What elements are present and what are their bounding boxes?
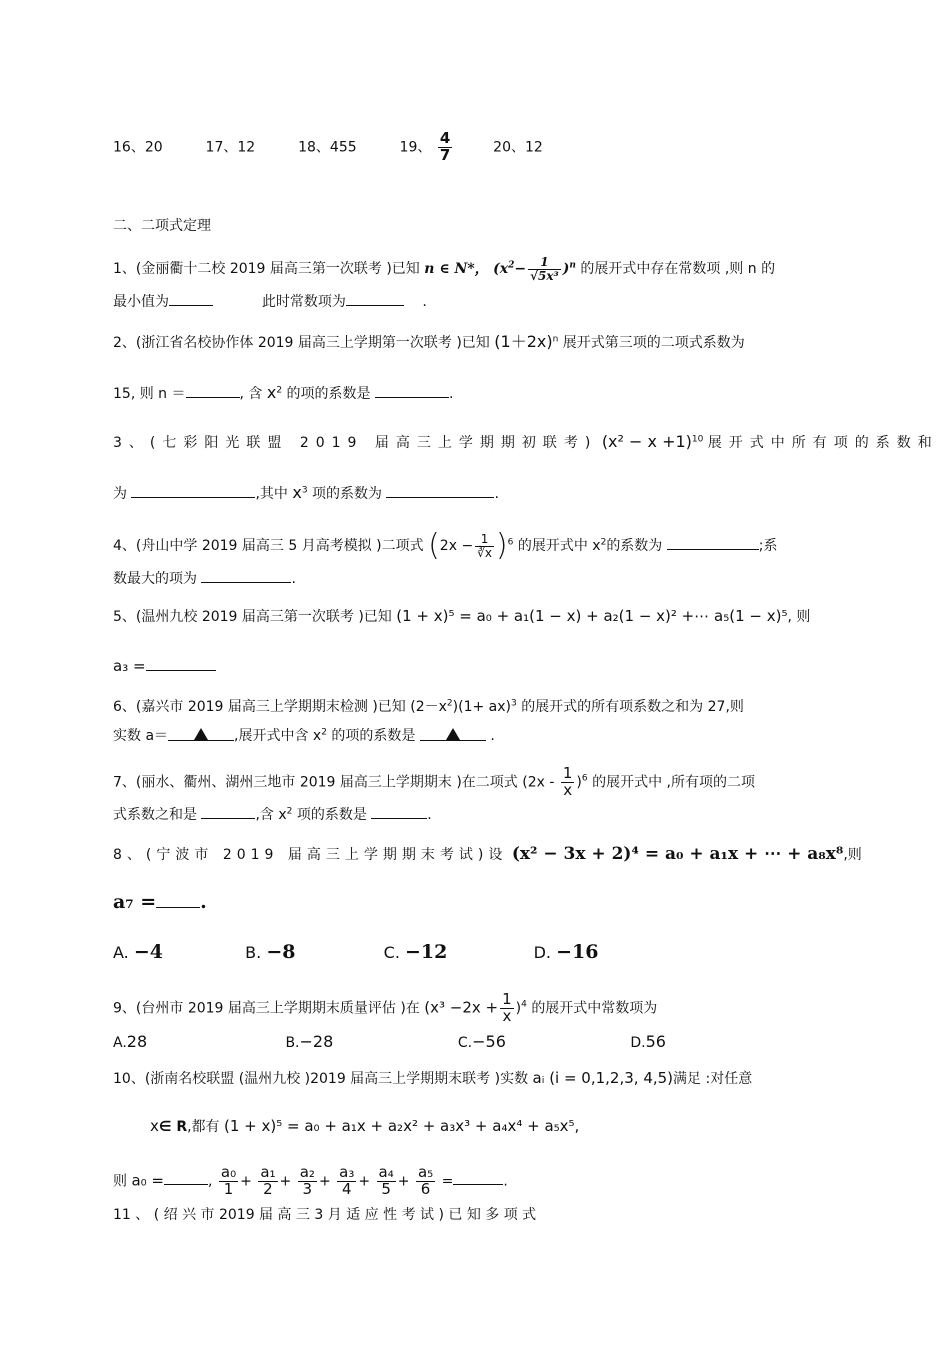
question-1-suffix: 的展开式中存在常数项 ,则 n 的 bbox=[580, 261, 776, 278]
answer-20: 20、12 bbox=[493, 139, 543, 156]
answer-blank[interactable] bbox=[453, 1170, 503, 1185]
answer-blank[interactable] bbox=[146, 656, 216, 671]
question-4-line-2: 数最大的项为 . bbox=[113, 568, 296, 589]
answer-19: 19、 bbox=[399, 139, 432, 156]
answer-blank[interactable] bbox=[375, 383, 449, 398]
question-8-line-1: 8、(宁波市 2019 届高三上学期期末考试)设 (x² − 3x + 2)⁴ = a₀ + a₁x + ⋯ + a₈x⁸,则 bbox=[113, 844, 862, 864]
answer-blank[interactable] bbox=[168, 726, 234, 741]
answer-blank[interactable] bbox=[169, 291, 213, 306]
question-5-line-2: a₃ = bbox=[113, 656, 216, 677]
question-8-line-2: a₇ = . bbox=[113, 891, 207, 913]
answer-blank[interactable] bbox=[386, 483, 494, 498]
question-6-line-2: 实数 a＝ ,展开式中含 $x^2$ 的项的系数是 . bbox=[113, 727, 495, 744]
question-4-line-1: 4、(舟山中学 2019 届高三 5 月高考模拟 )二项式 (2x − $\frac{1}{∛x}$ )$^6$ 的展开式中 $x^2$的系数为 ;系 bbox=[113, 528, 778, 564]
choice-d[interactable]: D.56 bbox=[630, 1032, 666, 1051]
choice-d[interactable]: D. −16 bbox=[533, 941, 599, 963]
question-9-line-1: 9、(台州市 2019 届高三上学期期末质量评估 )在 (x³ −2x + $\frac{1}{x}$ )$^4$ 的展开式中常数项为 bbox=[113, 990, 658, 1025]
answer-blank[interactable] bbox=[186, 383, 240, 398]
answer-blank[interactable] bbox=[201, 568, 291, 583]
answer-blank[interactable] bbox=[420, 726, 486, 741]
answer-blank[interactable] bbox=[164, 1170, 208, 1185]
question-10-line-1: 10、(浙南名校联盟 (温州九校 )2019 届高三上学期期末联考 )实数 aᵢ (i = 0,1,2,3, 4,5)满足 :对任意 bbox=[113, 1069, 753, 1087]
choice-c[interactable]: C. −12 bbox=[383, 941, 448, 963]
answer-blank[interactable] bbox=[667, 535, 759, 550]
triangle-icon bbox=[194, 728, 208, 740]
question-9-choices bbox=[113, 1032, 666, 1053]
answer-blank[interactable] bbox=[131, 483, 255, 498]
question-1-expression: ($x^2-$ $\frac{1}{\text{√5x³}}$ )$^n$ bbox=[493, 255, 576, 283]
answer-blank[interactable] bbox=[346, 291, 404, 306]
answers-row bbox=[113, 131, 543, 164]
answer-18: 18、455 bbox=[298, 139, 357, 156]
question-3-line-2: 为 ,其中 $x^3$ 项的系数为 . bbox=[113, 483, 499, 502]
fraction-numerator: 4 bbox=[439, 129, 451, 147]
question-2-line-2: 15, 则 n ＝ , 含 $x^2$ 的项的系数是 . bbox=[113, 383, 454, 402]
question-7-line-2: 式系数之和是 ,含 $x^2$ 项的系数是 . bbox=[113, 804, 432, 825]
choice-c[interactable]: C.−56 bbox=[457, 1032, 506, 1051]
choice-b[interactable]: B. −8 bbox=[245, 941, 296, 963]
answer-blank[interactable] bbox=[201, 804, 255, 819]
answer-blank[interactable] bbox=[156, 889, 200, 908]
question-6-line-1: 6、(嘉兴市 2019 届高三上学期期末检测 )已知 $(2-x^2)(1+ ax)^3$ 的展开式的所有项系数之和为 27,则 bbox=[113, 698, 744, 715]
choice-a[interactable]: A. −4 bbox=[113, 941, 163, 963]
question-1-line-2: 最小值为 此时常数项为 . bbox=[113, 291, 427, 312]
question-2-line-1: 2、(浙江省名校协作体 2019 届高三上学期第一次联考 )已知 $(1+2x)^n$ 展开式第三项的二项式系数为 bbox=[113, 332, 745, 351]
choice-a[interactable]: A.28 bbox=[113, 1032, 148, 1051]
triangle-icon bbox=[446, 728, 460, 740]
choice-b[interactable]: B.−28 bbox=[285, 1032, 334, 1051]
question-11-line-1: 11 、 ( 绍 兴 市 2019 届 高 三 3 月 适 应 性 考 试 ) 已 知 多 项 式 bbox=[113, 1207, 537, 1223]
question-10-line-2: x∈ R,都有 (1 + x)⁵ = a₀ + a₁x + a₂x² + a₃x³ + a₄x⁴ + a₅x⁵, bbox=[150, 1117, 580, 1135]
question-1-line-1 bbox=[113, 256, 775, 282]
fraction-denominator: 7 bbox=[439, 145, 451, 164]
question-3-line-1: 3、(七彩阳光联盟 2019 届高三上学期期初联考) $(x^2 - x +1)^{10}$ 展开式中所有项的系数和 bbox=[113, 432, 939, 451]
question-1-condition: n ∈ N*， bbox=[424, 261, 489, 278]
question-8-choices bbox=[113, 942, 598, 963]
answer-16: 16、20 bbox=[113, 139, 163, 156]
answer-blank[interactable] bbox=[371, 804, 427, 819]
answer-19-fraction bbox=[438, 131, 452, 164]
question-10-line-3: 则 a₀ = , $\frac{\text{a₀}}{1}$ + $\frac{\text{a₁}}{2}$ + $\frac{\text{a₂}}{3}$ + $\frac{\text{a₃}}{4}$ + $\frac{\text{a₄}}{5}$ + $\frac{\text{a₅}}{6}$ = . bbox=[113, 1163, 508, 1198]
question-5-line-1: 5、(温州九校 2019 届高三第一次联考 )已知 (1 + x)⁵ = a₀ + a₁(1 − x) + a₂(1 − x)² +⋯ a₅(1 − x)⁵, 则 bbox=[113, 607, 811, 625]
answer-17: 17、12 bbox=[205, 139, 256, 156]
section-title: 二、二项式定理 bbox=[113, 218, 211, 234]
question-1-source: 1、(金丽衢十二校 2019 届高三第一次联考 )已知 bbox=[113, 261, 420, 278]
question-7-line-1: 7、(丽水、衢州、湖州三地市 2019 届高三上学期期末 )在二项式 (2x - $\frac{1}{x}$ )$^6$ 的展开式中 ,所有项的二项 bbox=[113, 764, 755, 799]
